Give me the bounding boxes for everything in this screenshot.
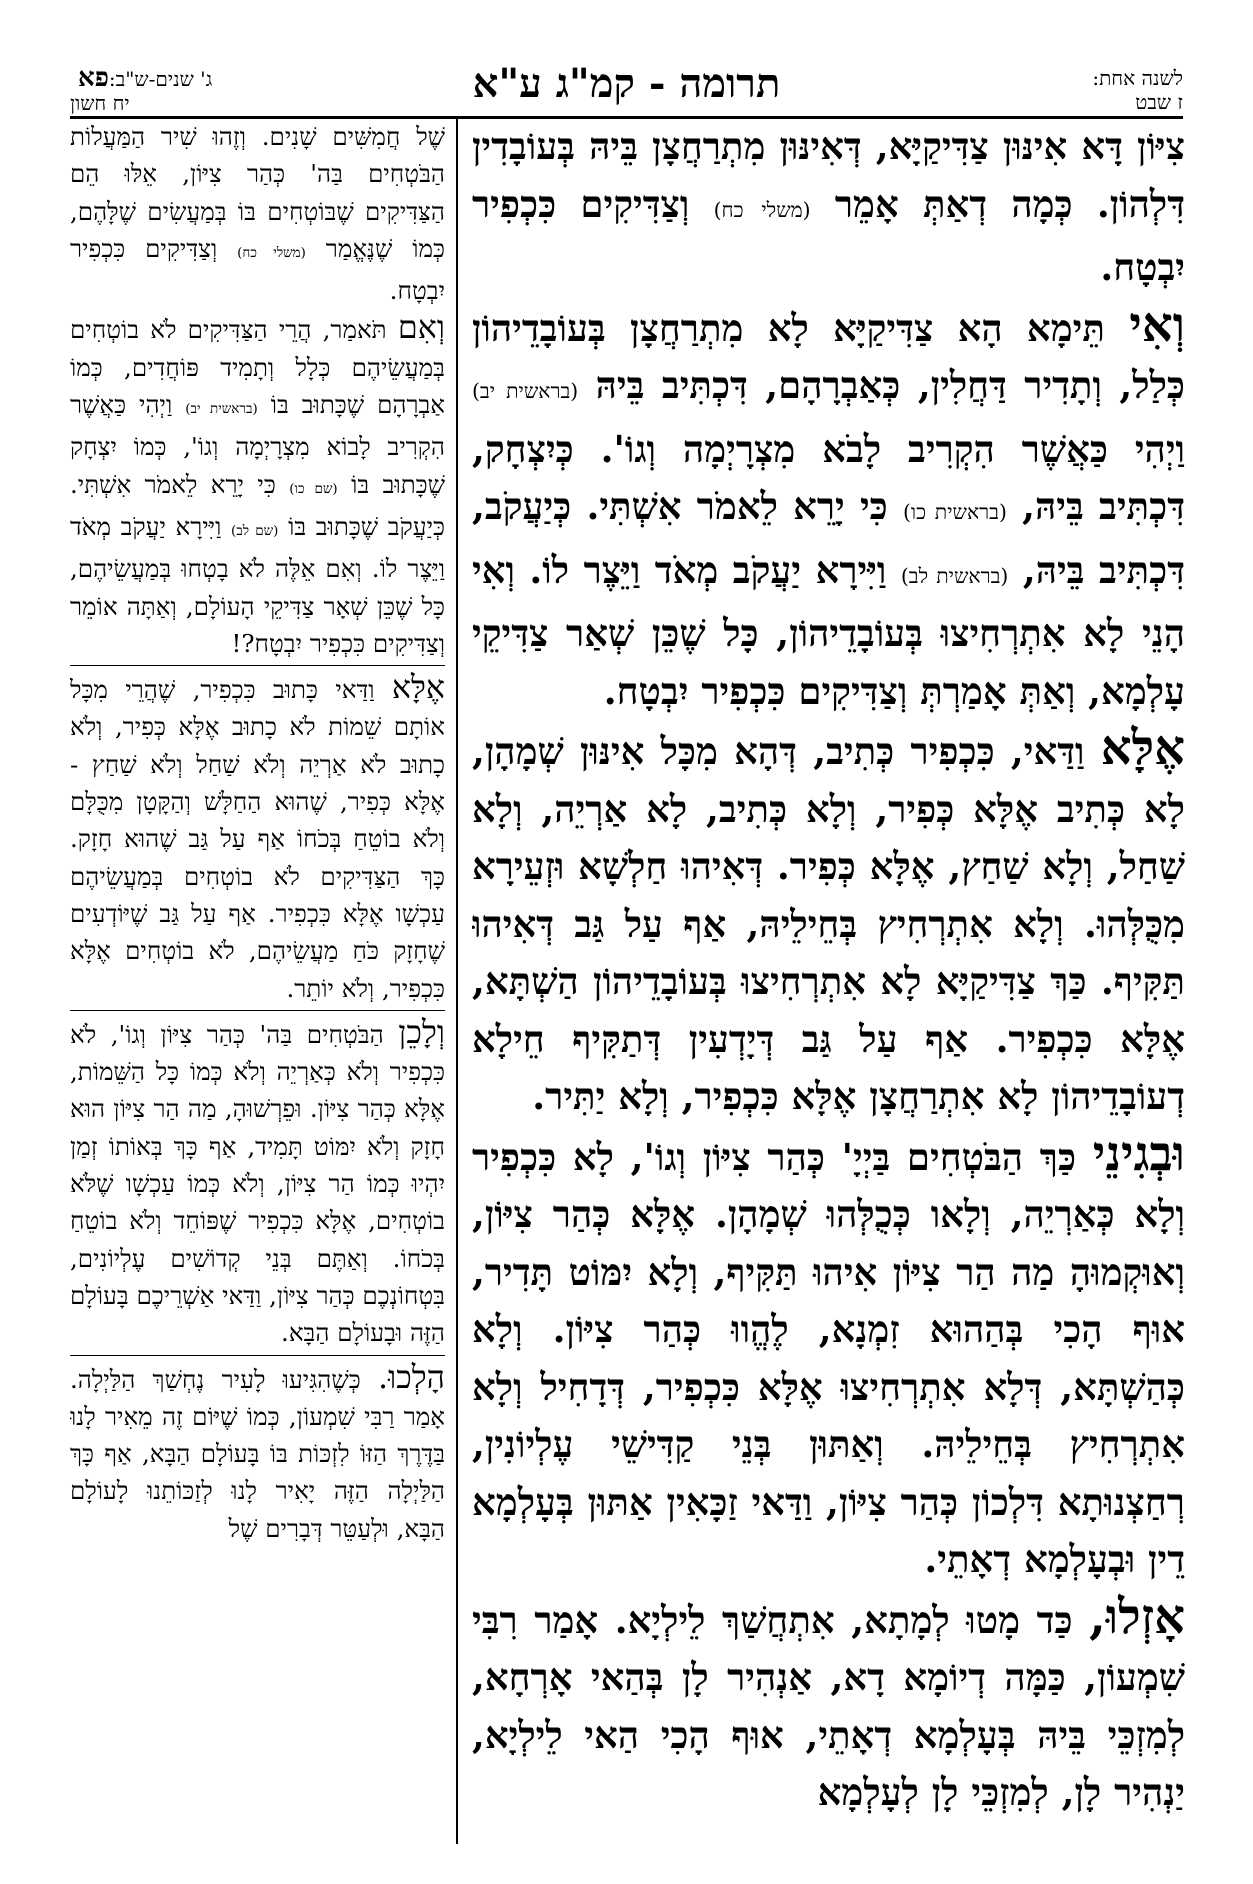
source-reference: (בראשית כו) <box>902 500 1007 524</box>
source-reference: (משלי כח) <box>713 197 811 222</box>
source-reference: (בראשית יב) <box>472 379 579 403</box>
schedule-date: ז שבט <box>1135 90 1183 114</box>
commentary-paragraph-1: שֶׁל חֲמִשִּׁים שָׁנִים. וְזֶהוּ שִׁיר הַמַּעֲלוֹת הַבֹּטְחִים בַּה' כְּהַר צִיּוֹן, אֵלּוּ הֵם הַצַּדִּיקִים שֶׁבּוֹטְחִים בּוֹ בְּמַעֲשִׂים שֶׁלָּהֶם, כְּמוֹ שֶׁנֶּאֱמַר (משלי כח) וְצַדִּיקִים כִּכְפִיר יִבְטָח. <box>70 122 445 306</box>
commentary-paragraph-3: אֶלָּא וַדַּאי כָּתוּב כִּכְפִיר, שֶׁהֲרֵי מִכָּל אוֹתָם שֵׁמוֹת לֹא כָתוּב אֶלָּא כְּפִיר, וְלֹא כָתוּב לֹא אַרְיֵה וְלֹא שַׁחַל וְלֹא שַׁחַץ - אֶלָּא כְּפִיר, שֶׁהוּא הַחַלָּשׁ וְהַקָּטָן מִכֻּלָּם וְלֹא בוֹטֵחַ בְּכֹחוֹ אַף עַל גַּב שֶׁהוּא חָזָק. כָּךְ הַצַּדִּיקִים לֹא בוֹטְחִים בְּמַעֲשֵׂיהֶם עַכְשָׁו אֶלָּא כִּכְפִיר. אַף עַל גַּב שֶׁיּוֹדְעִים שֶׁחָזָק כֹּחַ מַעֲשֵׂיהֶם, לֹא בוֹטְחִים אֶלָּא כִּכְפִיר, וְלֹא יוֹתֵר. <box>70 668 445 1003</box>
source-reference: (משלי כח) <box>237 244 306 261</box>
main-text-column <box>472 118 1185 1844</box>
schedule-label-3y: ג' שנים-ש"ב: <box>108 67 213 91</box>
main-paragraph-4: וּבְגִינֵי כַּךְ הַבֹּטְחִים בַּיְיָ' כְּהַר צִיּוֹן וְגוֹ', לָא כִּכְפִיר וְלָא כְּאַרְיֵה, וְלָאו כְּכֻלְּהוּ שְׁמָהָן. אֶלָּא כְּהַר צִיּוֹן, וְאוּקְמוּהָ מַה הַר צִיּוֹן אִיהוּ תַּקִּיף, וְלָא יִמּוֹט תָּדִיר, אוּף הָכִי בְּהַהוּא זִמְנָא, לֶהֱווּ כְּהַר צִיּוֹן. וְלָא כְּהַשְׁתָּא, דְּלָא אִתְרְחִיצוּ אֶלָּא כִּכְפִיר, דְּדָחִיל וְלָא אִתְרְחִיץ בְּחֵילֵיהּ. וְאַתּוּן בְּנֵי קַדִּישֵׁי עֶלְיוֹנִין, רְחַצְנוּתָא דִּלְכוֹן כְּהַר צִיּוֹן, וַדַּאי זַכָּאִין אַתּוּן בְּעָלְמָא דֵין וּבְעָלְמָא דְאָתֵי. <box>472 1125 1185 1581</box>
main-paragraph-3: אֶלָּא וַדַּאי, כִּכְפִיר כְּתִיב, דְּהָא מִכָּל אִינּוּן שְׁמָהָן, לָא כְּתִיב אֶלָּא כְּפִיר, וְלָא כְּתִיב, לָא אַרְיֵה, וְלָא שַׁחַל, וְלָא שַׁחַץ, אֶלָּא כְּפִיר. דְּאִיהוּ חַלְשָׁא וּזְעֵירָא מִכֻּלְּהוּ. וְלָא אִתְרְחִיץ בְּחֵילֵיהּ, אַף עַל גַּב דְּאִיהוּ תַּקִּיף. כַּךְ צַדִּיקַיָּא לָא אִתְרְחִיצוּ בְּעוֹבָדֵיהוֹן הַשְׁתָּא, אֶלָּא כִּכְפִיר. אַף עַל גַּב דְּיָדְעִין דְּתַקִּיף חֵילָא דְעוֹבָדֵיהוֹן לָא אִתְרַחֲצָן אֶלָּא כִּכְפִיר, וְלָא יַתִּיר. <box>472 720 1185 1118</box>
opening-word: אֶלָּא <box>1100 720 1185 776</box>
opening-word: אֶלָּא <box>391 668 445 707</box>
commentary-separator <box>70 1355 445 1356</box>
opening-word: אָזְלוּ, <box>1089 1588 1185 1645</box>
source-reference: (בראשית יב) <box>185 401 258 418</box>
column-divider <box>456 116 458 1844</box>
opening-word: וְאִם <box>397 308 445 347</box>
source-reference: (בראשית לב) <box>900 563 1009 588</box>
commentary-separator <box>70 665 445 666</box>
schedule-label: לשנה אחת: <box>1092 66 1183 90</box>
page-header <box>70 60 1183 115</box>
opening-word: הָלְכוּ. <box>377 1357 445 1396</box>
commentary-separator <box>70 1010 445 1011</box>
main-paragraph-1: צִיּוֹן דָּא אִינּוּן צַדִּיקַיָּא, דְּאִינּוּן מִתְרַחֲצָן בֵּיהּ בְּעוֹבָדִין דִּלְהוֹן. כְּמָה דְאַתְּ אָמֵר (משלי כח) וְצַדִּיקִים כִּכְפִיר יִבְטָח. <box>472 124 1185 289</box>
source-reference: (שם לב) <box>231 522 279 539</box>
main-paragraph-5: אָזְלוּ, כַּד מָטוּ לְמָתָא, אִתְחֲשַׁךְ לֵילְיָא. אָמַר רִבִּי שִׁמְעוֹן, כַּמָּה דְיוֹמָא דָא, אַנְהִיר לָן בְּהַאי אָרְחָא, לְמִזְכֵּי בֵּיהּ בְּעָלְמָא דְאָתֵי, אוּף הָכִי הַאי לֵילְיָא, יַנְהִיר לָן, לְמִזְכֵּי לָן לְעָלְמָא <box>472 1588 1185 1814</box>
commentary-paragraph-5: הָלְכוּ. כְּשֶׁהִגִּיעוּ לָעִיר נֶחְשַׁךְ הַלַּיְלָה. אָמַר רַבִּי שִׁמְעוֹן, כְּמוֹ שֶׁיּוֹם זֶה מֵאִיר לָנוּ בַּדֶּרֶךְ הַזּוֹ לִזְכּוֹת בּוֹ בָּעוֹלָם הַבָּא, אַף כָּךְ הַלַּיְלָה הַזֶּה יָאִיר לָנוּ לְזַכּוֹתֵנוּ לָעוֹלָם הַבָּא, וּלְעַטֵּר דְּבָרִים שֶׁל <box>70 1357 445 1543</box>
schedule-date-3y: יח חשון <box>70 91 130 115</box>
header-study-schedule-three-years <box>70 63 213 115</box>
opening-word: וּבְגִינֵי <box>1092 1125 1185 1182</box>
page-number: פא <box>78 63 109 93</box>
page-title: תרומה - קמ"ג ע"א <box>472 60 781 107</box>
commentary-column <box>70 118 445 1844</box>
opening-word: וְלָכֵן <box>398 1012 445 1051</box>
main-paragraph-2: וְאִי תֵּימָא הָא צַדִּיקַיָּא לָא מִתְרַחֲצָן בְּעוֹבָדֵיהוֹן כְּלַל, וְתָדִיר דַּחֲלִין, כְּאַבְרָהָם, דִּכְתִּיב בֵּיהּ (בראשית יב) וַיְהִי כַּאֲשֶׁר הִקְרִיב לָבֹא מִצְרָיְמָה וְגוֹ'. כְּיִצְחָק, דִּכְתִּיב בֵּיהּ, (בראשית כו) כִּי יָרֵא לֵאמֹר אִשְׁתִּי. כְּיַעֲקֹב, דִּכְתִּיב בֵּיהּ, (בראשית לב) וַיִּירָא יַעֲקֹב מְאֹד וַיֵּצֶר לוֹ. וְאִי הָנֵי לָא אִתְרְחִיצוּ בְּעוֹבָדֵיהוֹן, כָּל שֶׁכֵּן שְׁאַר צַדִּיקֵי עָלְמָא, וְאַתְּ אָמַרְתְּ וְצַדִּיקִים כִּכְפִיר יִבְטָח. <box>472 296 1185 713</box>
commentary-paragraph-4: וְלָכֵן הַבֹּטְחִים בַּה' כְּהַר צִיּוֹן וְגוֹ', לֹא כִּכְפִיר וְלֹא כְּאַרְיֵה וְלֹא כְּמוֹ כָּל הַשֵּׁמוֹת, אֶלָּא כְּהַר צִיּוֹן. וּפֵרְשׁוּהָ, מַה הַר צִיּוֹן הוּא חָזָק וְלֹא יִמּוֹט תָּמִיד, אַף כָּךְ בְּאוֹתוֹ זְמַן יִהְיוּ כְּמוֹ הַר צִיּוֹן, וְלֹא כְּמוֹ עַכְשָׁו שֶׁלֹּא בוֹטְחִים, אֶלָּא כִּכְפִיר שֶׁפּוֹחֵד וְלֹא בוֹטֵחַ בְּכֹחוֹ. וְאַתֶּם בְּנֵי קְדוֹשִׁים עֶלְיוֹנִים, בִּטְחוֹנְכֶם כְּהַר צִיּוֹן, וַדַּאי אַשְׁרֵיכֶם בָּעוֹלָם הַזֶּה וּבָעוֹלָם הַבָּא. <box>70 1012 445 1348</box>
commentary-paragraph-2: וְאִם תֹּאמַר, הֲרֵי הַצַּדִּיקִים לֹא בוֹטְחִים בְּמַעֲשֵׂיהֶם כְּלָל וְתָמִיד פּוֹחֲדִים, כְּמוֹ אַבְרָהָם שֶׁכָּתוּב בּוֹ (בראשית יב) וַיְהִי כַּאֲשֶׁר הִקְרִיב לָבוֹא מִצְרָיְמָה וְגוֹ', כְּמוֹ יִצְחָק שֶׁכָּתוּב בּוֹ (שם כו) כִּי יָרֵא לֵאמֹר אִשְׁתִּי. כְּיַעֲקֹב שֶׁכָּתוּב בּוֹ (שם לב) וַיִּירָא יַעֲקֹב מְאֹד וַיֵּצֶר לוֹ. וְאִם אֵלֶּה לֹא בָטְחוּ בְּמַעֲשֵׂיהֶם, כָּל שֶׁכֵּן שְׁאָר צַדִּיקֵי הָעוֹלָם, וְאַתָּה אוֹמֵר וְצַדִּיקִים כִּכְפִיר יִבְטָח?! <box>70 308 445 658</box>
source-reference: (שם כו) <box>289 480 338 497</box>
opening-word: וְאִי <box>1129 296 1185 353</box>
